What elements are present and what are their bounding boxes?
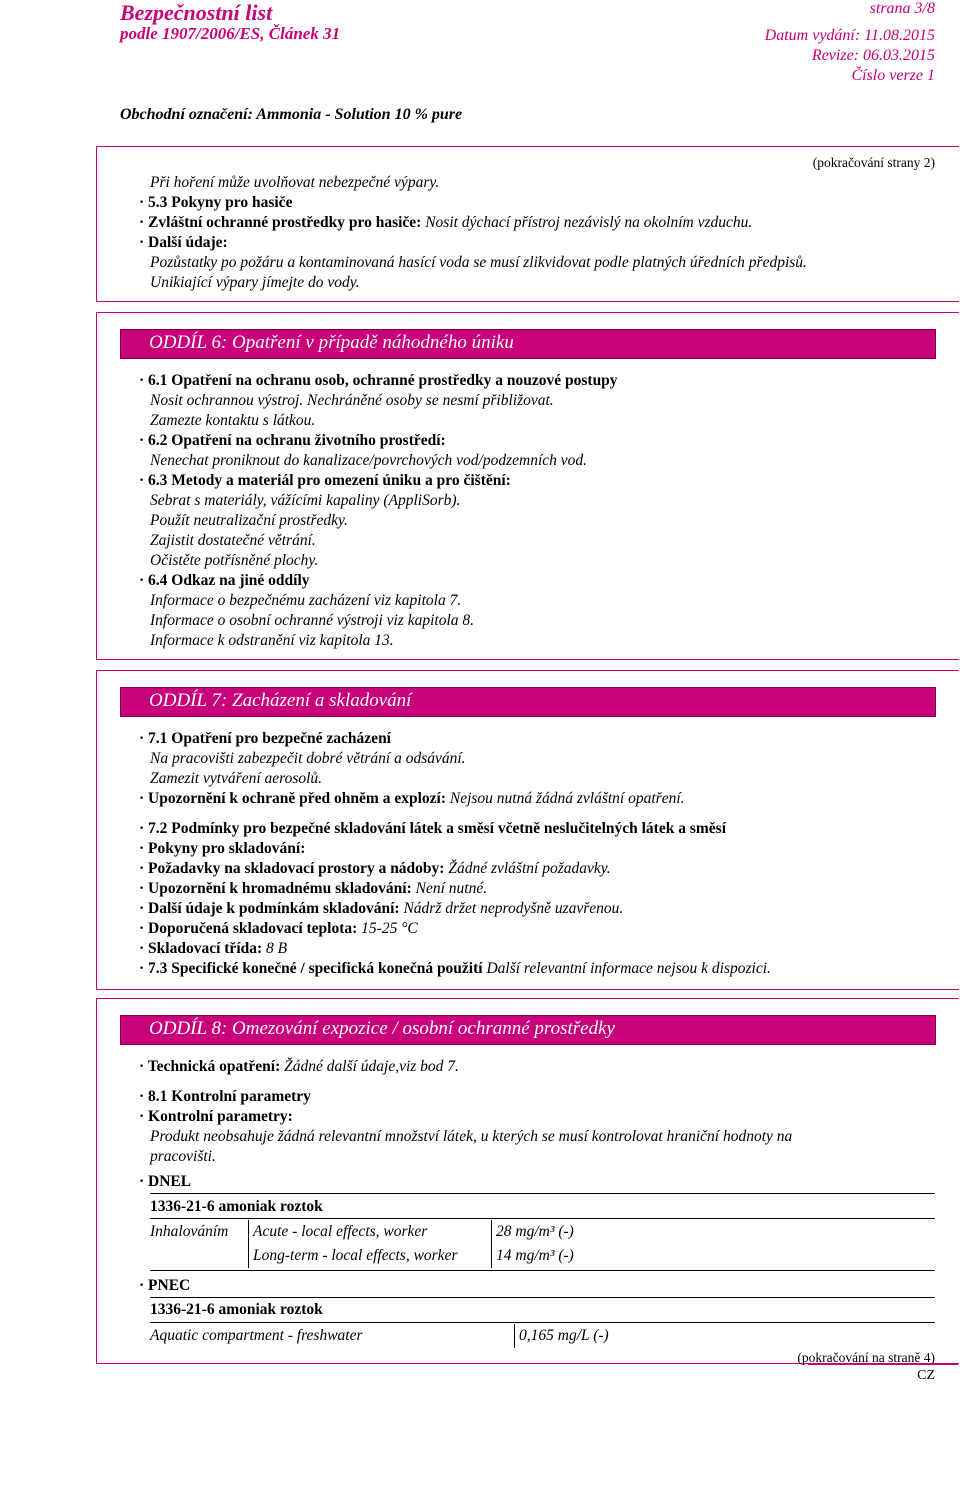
pnec-divider-top [150,1297,935,1298]
pnec-label: · PNEC [139,1277,191,1294]
dnel-substance: 1336-21-6 amoniak roztok [150,1198,323,1215]
s6-line: Informace o bezpečnému zacházení viz kapitola 7. [150,592,462,609]
s6-line: Zajistit dostatečné větrání. [150,532,316,549]
s6-heading-6-4: · 6.4 Odkaz na jiné oddíly [139,572,310,589]
dnel-divider-top [150,1193,935,1194]
s7-storage-instructions: · Pokyny pro skladování: [139,840,306,857]
page-number: strana 3/8 [869,0,935,17]
trade-name: Obchodní označení: Ammonia - Solution 10 % pure [120,106,463,123]
s6-line: Zamezte kontaktu s látkou. [150,412,316,429]
s5-heading-5-3: · 5.3 Pokyny pro hasiče [139,194,293,211]
s7-specific-uses: · 7.3 Specifické konečné / specifická konečná použití Další relevantní informace nejsou k dispozici. [139,960,771,977]
s5-line: Unikiající výpary jímejte do vody. [150,274,360,291]
language-code: CZ [917,1368,935,1383]
s6-heading-6-1: · 6.1 Opatření na ochranu osob, ochranné prostředky a nouzové postupy [139,372,618,389]
footer-rule [808,1364,958,1365]
revision-date: Revize: 06.03.2015 [811,47,935,64]
dnel-table [150,1220,601,1268]
document-title: Bezpečnostní list [120,0,273,25]
s5-firefighter-equipment: · Zvláštní ochranné prostředky pro hasiče: Nosit dýchací přístroj nezávislý na okolním vzduchu. [139,214,753,231]
s7-bulk-storage: · Upozornění k hromadnému skladování: Není nutné. [139,880,488,897]
table-row [150,1244,601,1268]
s7-heading-7-2: · 7.2 Podmínky pro bezpečné skladování látek a směsí včetně neslučitelných látek a směsí [139,820,726,837]
s7-heading-7-1: · 7.1 Opatření pro bezpečné zacházení [139,730,391,747]
dnel-label: · DNEL [139,1173,192,1190]
table-row [150,1324,724,1348]
pnec-divider [150,1322,935,1323]
s8-line: Produkt neobsahuje žádná relevantní množství látek, u kterých se musí kontrolovat hraniční hodnoty na [150,1128,793,1145]
dnel-value: 28 mg/m³ (-) [492,1220,602,1244]
continuation-to: (pokračování na straně 4) [797,1350,935,1365]
continuation-from: (pokračování strany 2) [812,155,935,170]
s6-line: Nosit ochrannou výstroj. Nechráněné osoby se nesmí přibližovat. [150,392,554,409]
dnel-route: Inhalováním [150,1223,229,1240]
pnec-substance: 1336-21-6 amoniak roztok [150,1301,323,1318]
s5-line: Při hoření může uvolňovat nebezpečné výpary. [150,174,440,191]
s7-line: Na pracovišti zabezpečit dobré větrání a odsávání. [150,750,466,767]
dnel-effect: Acute - local effects, worker [249,1220,492,1244]
s6-line: Nenechat proniknout do kanalizace/povrchových vod/podzemních vod. [150,452,588,469]
issue-date: Datum vydání: 11.08.2015 [764,27,935,44]
s7-line: Zamezit vytváření aerosolů. [150,770,323,787]
s6-line: Informace k odstranění viz kapitola 13. [150,632,394,649]
s7-storage-temperature: · Doporučená skladovací teplota: 15-25 °C [139,920,418,937]
dnel-divider-bottom [150,1270,935,1271]
dnel-effect: Long-term - local effects, worker [249,1244,492,1268]
s5-additional-info-label: · Další údaje: [139,234,228,251]
version-number: Číslo verze 1 [851,67,935,84]
s8-technical-measures: · Technická opatření: Žádné další údaje,viz bod 7. [139,1058,459,1075]
dnel-route [150,1244,249,1268]
section-6-heading: ODDÍL 6: Opatření v případě náhodného úniku [120,329,936,359]
dnel-divider [150,1218,935,1219]
s8-control-parameters: · Kontrolní parametry: [139,1108,293,1125]
s6-line: Očistěte potřísněné plochy. [150,552,319,569]
s8-heading-8-1: · 8.1 Kontrolní parametry [139,1088,311,1105]
s7-storage-class: · Skladovací třída: 8 B [139,940,288,957]
pnec-compartment: Aquatic compartment - freshwater [150,1327,363,1344]
s6-heading-6-3: · 6.3 Metody a materiál pro omezení úniku a pro čištění: [139,472,511,489]
s7-fire-protection: · Upozornění k ochraně před ohněm a explozí: Nejsou nutná žádná zvláštní opatření. [139,790,685,807]
s7-storage-requirements: · Požadavky na skladovací prostory a nádoby: Žádné zvláštní požadavky. [139,860,611,877]
regulation-subtitle: podle 1907/2006/ES, Článek 31 [120,24,341,43]
s5-line: Pozůstatky po požáru a kontaminovaná hasící voda se musí zlikvidovat podle platných úředních předpisů. [150,254,807,271]
s6-line: Informace o osobní ochranné výstroji viz kapitola 8. [150,612,475,629]
s8-line: pracovišti. [150,1148,216,1165]
s7-storage-conditions: · Další údaje k podmínkám skladování: Nádrž držet neprodyšně uzavřenou. [139,900,624,917]
section-8-heading: ODDÍL 8: Omezování expozice / osobní ochranné prostředky [120,1015,936,1045]
pnec-table [150,1324,724,1348]
table-row [150,1220,601,1244]
section-7-heading: ODDÍL 7: Zacházení a skladování [120,687,936,717]
s6-heading-6-2: · 6.2 Opatření na ochranu životního prostředí: [139,432,446,449]
s6-line: Použít neutralizační prostředky. [150,512,348,529]
pnec-value: 0,165 mg/L (-) [515,1324,725,1348]
s6-line: Sebrat s materiály, vážícími kapaliny (AppliSorb). [150,492,461,509]
dnel-value: 14 mg/m³ (-) [492,1244,602,1268]
